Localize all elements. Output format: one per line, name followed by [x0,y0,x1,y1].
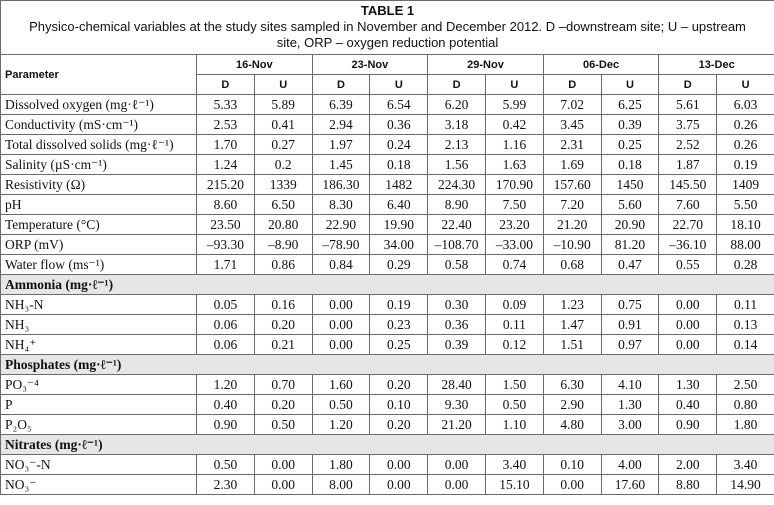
value-cell: 0.84 [312,255,370,275]
value-cell: 0.27 [254,135,312,155]
value-cell: 1.80 [717,415,774,435]
value-cell: 17.60 [601,475,659,495]
value-cell: 0.28 [717,255,774,275]
value-cell: 2.00 [659,455,717,475]
value-cell: 8.90 [428,195,486,215]
value-cell: 0.00 [312,295,370,315]
value-cell: 8.80 [659,475,717,495]
value-cell: 6.50 [254,195,312,215]
value-cell: –93.30 [197,235,255,255]
value-cell: 0.39 [601,115,659,135]
value-cell: 0.00 [312,335,370,355]
parameter-label: Temperature (°C) [1,215,197,235]
section-row [1,275,774,295]
section-row [1,435,774,455]
value-cell: 22.90 [312,215,370,235]
parameter-label: Dissolved oxygen (mg·ℓ⁻¹) [1,95,197,115]
table-row [1,395,774,415]
value-cell: 3.40 [485,455,543,475]
value-cell: 23.50 [197,215,255,235]
value-cell: 2.52 [659,135,717,155]
table-caption [1,1,774,55]
value-cell: 1.30 [601,395,659,415]
value-cell: 0.00 [312,315,370,335]
value-cell: 0.80 [717,395,774,415]
value-cell: 224.30 [428,175,486,195]
value-cell: 1.63 [485,155,543,175]
value-cell: 1.50 [485,375,543,395]
value-cell: 0.21 [254,335,312,355]
downstream-header: D [659,75,717,95]
value-cell: 2.30 [197,475,255,495]
parameter-label: NH₃-N [1,295,197,315]
parameter-label: Water flow (ms⁻¹) [1,255,197,275]
value-cell: 2.13 [428,135,486,155]
value-cell: 0.97 [601,335,659,355]
value-cell: 0.14 [717,335,774,355]
value-cell: 1.87 [659,155,717,175]
value-cell: 6.30 [543,375,601,395]
value-cell: 7.50 [485,195,543,215]
value-cell: 22.70 [659,215,717,235]
value-cell: 0.00 [428,475,486,495]
value-cell: 0.2 [254,155,312,175]
parameter-label: ORP (mV) [1,235,197,255]
parameter-label: Conductivity (mS·cm⁻¹) [1,115,197,135]
value-cell: 1.20 [312,415,370,435]
value-cell: 0.26 [717,135,774,155]
table-row [1,215,774,235]
date-header: 29-Nov [428,55,544,75]
table-row [1,195,774,215]
value-cell: 5.99 [485,95,543,115]
value-cell: 1.45 [312,155,370,175]
value-cell: 0.00 [254,455,312,475]
value-cell: 0.23 [370,315,428,335]
value-cell: 0.90 [197,415,255,435]
table-description: Physico-chemical variables at the study sites sampled in November and December 2012. D –downstream site; U – upstream site, ORP – oxygen reduction potential [29,19,746,50]
value-cell: 6.25 [601,95,659,115]
value-cell: 0.30 [428,295,486,315]
parameter-label: Resistivity (Ω) [1,175,197,195]
value-cell: 20.90 [601,215,659,235]
value-cell: 1.60 [312,375,370,395]
value-cell: 1.71 [197,255,255,275]
value-cell: 5.61 [659,95,717,115]
value-cell: 7.20 [543,195,601,215]
value-cell: 8.60 [197,195,255,215]
value-cell: 0.11 [485,315,543,335]
value-cell: 215.20 [197,175,255,195]
parameter-label: NH₄⁺ [1,335,197,355]
upstream-header: U [370,75,428,95]
value-cell: 3.75 [659,115,717,135]
value-cell: 6.40 [370,195,428,215]
value-cell: 157.60 [543,175,601,195]
value-cell: 0.10 [543,455,601,475]
value-cell: 1.70 [197,135,255,155]
value-cell: 0.36 [370,115,428,135]
value-cell: 1.23 [543,295,601,315]
value-cell: 1.47 [543,315,601,335]
value-cell: 0.19 [717,155,774,175]
parameter-label: P [1,395,197,415]
value-cell: 5.60 [601,195,659,215]
value-cell: 2.50 [717,375,774,395]
value-cell: 0.36 [428,315,486,335]
value-cell: 186.30 [312,175,370,195]
value-cell: 1.56 [428,155,486,175]
value-cell: –36.10 [659,235,717,255]
parameter-label: Salinity (µS·cm⁻¹) [1,155,197,175]
value-cell: 0.91 [601,315,659,335]
parameter-label: NO₃⁻ [1,475,197,495]
value-cell: 1.30 [659,375,717,395]
value-cell: 0.40 [197,395,255,415]
value-cell: 0.58 [428,255,486,275]
value-cell: 7.60 [659,195,717,215]
parameter-label: Total dissolved solids (mg·ℓ⁻¹) [1,135,197,155]
value-cell: 0.39 [428,335,486,355]
value-cell: 145.50 [659,175,717,195]
value-cell: 1.20 [197,375,255,395]
value-cell: 9.30 [428,395,486,415]
table-row [1,135,774,155]
downstream-header: D [428,75,486,95]
value-cell: 1.10 [485,415,543,435]
value-cell: 0.00 [659,295,717,315]
downstream-header: D [197,75,255,95]
value-cell: 1.80 [312,455,370,475]
value-cell: 0.05 [197,295,255,315]
table-row [1,315,774,335]
date-header: 16-Nov [197,55,313,75]
value-cell: 0.68 [543,255,601,275]
value-cell: 0.70 [254,375,312,395]
value-cell: 1.69 [543,155,601,175]
value-cell: 20.80 [254,215,312,235]
value-cell: 0.50 [312,395,370,415]
table-row [1,455,774,475]
value-cell: 0.00 [370,475,428,495]
value-cell: 0.06 [197,315,255,335]
value-cell: 4.00 [601,455,659,475]
parameter-label: NH₃ [1,315,197,335]
value-cell: 6.20 [428,95,486,115]
value-cell: –33.00 [485,235,543,255]
value-cell: 22.40 [428,215,486,235]
value-cell: 1482 [370,175,428,195]
value-cell: 15.10 [485,475,543,495]
value-cell: 2.90 [543,395,601,415]
value-cell: 0.41 [254,115,312,135]
table-row [1,155,774,175]
value-cell: 2.94 [312,115,370,135]
value-cell: 0.11 [717,295,774,315]
value-cell: 4.10 [601,375,659,395]
value-cell: 0.29 [370,255,428,275]
value-cell: 0.00 [543,475,601,495]
value-cell: 0.00 [659,335,717,355]
value-cell: 0.06 [197,335,255,355]
value-cell: 6.54 [370,95,428,115]
value-cell: 7.02 [543,95,601,115]
value-cell: 0.16 [254,295,312,315]
value-cell: 0.74 [485,255,543,275]
upstream-header: U [485,75,543,95]
value-cell: 0.00 [428,455,486,475]
value-cell: 1.16 [485,135,543,155]
value-cell: 5.89 [254,95,312,115]
parameter-label: pH [1,195,197,215]
parameter-label: PO₃⁻⁴ [1,375,197,395]
value-cell: 3.40 [717,455,774,475]
value-cell: 0.55 [659,255,717,275]
value-cell: 170.90 [485,175,543,195]
value-cell: –78.90 [312,235,370,255]
value-cell: 8.30 [312,195,370,215]
downstream-header: D [312,75,370,95]
table-row [1,295,774,315]
value-cell: 0.42 [485,115,543,135]
value-cell: 0.86 [254,255,312,275]
value-cell: 0.90 [659,415,717,435]
date-header: 23-Nov [312,55,428,75]
value-cell: 3.45 [543,115,601,135]
parameter-header: Parameter [1,55,197,95]
value-cell: 1450 [601,175,659,195]
value-cell: 5.50 [717,195,774,215]
table-row [1,335,774,355]
value-cell: 1.24 [197,155,255,175]
value-cell: 1339 [254,175,312,195]
value-cell: 81.20 [601,235,659,255]
table-row [1,255,774,275]
value-cell: 0.75 [601,295,659,315]
value-cell: 0.20 [254,395,312,415]
value-cell: 0.50 [485,395,543,415]
value-cell: 21.20 [543,215,601,235]
table-title: TABLE 1 [360,3,415,18]
value-cell: 0.20 [254,315,312,335]
value-cell: 0.13 [717,315,774,335]
value-cell: 0.40 [659,395,717,415]
value-cell: 8.00 [312,475,370,495]
value-cell: 0.20 [370,415,428,435]
value-cell: 0.00 [659,315,717,335]
value-cell: 0.09 [485,295,543,315]
value-cell: 0.18 [601,155,659,175]
value-cell: 0.25 [370,335,428,355]
value-cell: 1409 [717,175,774,195]
section-row [1,355,774,375]
value-cell: 6.03 [717,95,774,115]
value-cell: –108.70 [428,235,486,255]
value-cell: 0.24 [370,135,428,155]
table-row [1,475,774,495]
value-cell: 23.20 [485,215,543,235]
value-cell: 2.53 [197,115,255,135]
upstream-header: U [254,75,312,95]
value-cell: 3.18 [428,115,486,135]
downstream-header: D [543,75,601,95]
value-cell: 14.90 [717,475,774,495]
table-row [1,175,774,195]
value-cell: 1.97 [312,135,370,155]
value-cell: 0.26 [717,115,774,135]
value-cell: 0.50 [254,415,312,435]
section-label: Ammonia (mg·ℓ⁻¹) [1,275,774,295]
value-cell: 2.31 [543,135,601,155]
date-header: 13-Dec [659,55,774,75]
value-cell: 0.00 [370,455,428,475]
value-cell: 21.20 [428,415,486,435]
table-row [1,95,774,115]
table-row [1,375,774,395]
value-cell: 18.10 [717,215,774,235]
table-row [1,235,774,255]
value-cell: 19.90 [370,215,428,235]
table-body [1,95,774,495]
table-row [1,115,774,135]
value-cell: 6.39 [312,95,370,115]
section-label: Nitrates (mg·ℓ⁻¹) [1,435,774,455]
value-cell: 5.33 [197,95,255,115]
upstream-header: U [601,75,659,95]
value-cell: –10.90 [543,235,601,255]
value-cell: 1.51 [543,335,601,355]
value-cell: 88.00 [717,235,774,255]
value-cell: 34.00 [370,235,428,255]
value-cell: 0.18 [370,155,428,175]
value-cell: 3.00 [601,415,659,435]
value-cell: 4.80 [543,415,601,435]
value-cell: 0.10 [370,395,428,415]
upstream-header: U [717,75,774,95]
parameter-label: P₂O₅ [1,415,197,435]
date-header: 06-Dec [543,55,659,75]
value-cell: 0.50 [197,455,255,475]
value-cell: 0.12 [485,335,543,355]
parameter-label: NO₃⁻-N [1,455,197,475]
value-cell: 0.25 [601,135,659,155]
table-row [1,415,774,435]
title-row [1,1,774,55]
value-cell: 0.19 [370,295,428,315]
value-cell: 0.20 [370,375,428,395]
value-cell: 28.40 [428,375,486,395]
section-label: Phosphates (mg·ℓ⁻¹) [1,355,774,375]
value-cell: –8.90 [254,235,312,255]
value-cell: 0.47 [601,255,659,275]
date-header-row [1,55,774,75]
value-cell: 0.00 [254,475,312,495]
